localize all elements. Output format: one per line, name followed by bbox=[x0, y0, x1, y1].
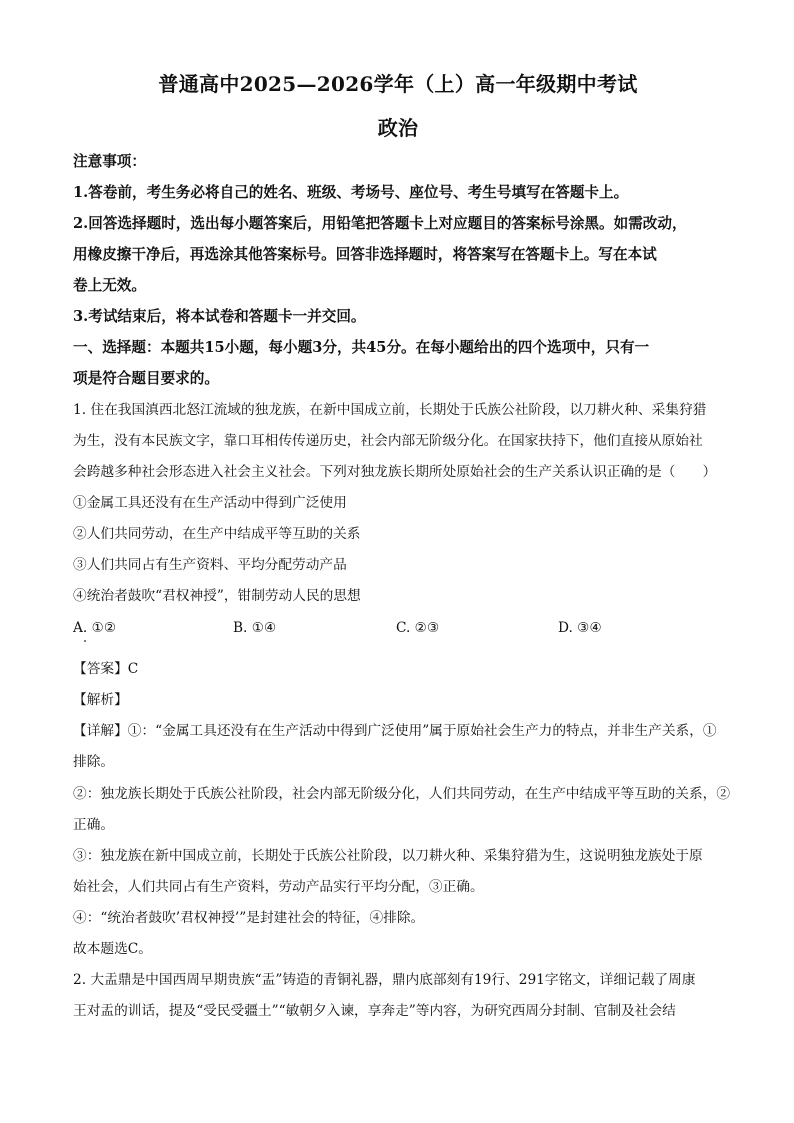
answer-label: 【答案】C bbox=[73, 661, 139, 677]
question-item: ②人们共同劳动，在生产中结成平等互助的关系 bbox=[73, 526, 361, 542]
option-c: C. ②③ bbox=[396, 620, 440, 636]
detail-line: ②：独龙族长期处于氏族公社阶段，社会内部无阶级分化，人们共同劳动，在生产中结成平等互助的关系，② bbox=[73, 786, 731, 802]
option-b: B. ①④ bbox=[233, 620, 277, 636]
detail-line: 正确。 bbox=[73, 817, 115, 833]
section-heading: 一、选择题：本题共15小题，每小题3分，共45分。在每小题给出的四个选项中，只有一 bbox=[73, 339, 650, 356]
detail-line: 排除。 bbox=[73, 754, 115, 770]
question-stem: 1. 住在我国滇西北怒江流域的独龙族，在新中国成立前，长期处于氏族公社阶段，以刀耕火种、采集狩猎 bbox=[73, 402, 707, 418]
question-stem: 王对盂的训话，提及“受民受疆土”“敏朝夕入谏，享奔走”等内容，为研究西周分封制、官制及社会结 bbox=[73, 1003, 676, 1019]
detail-line: ④：“统治者鼓吹’君权神授’”是封建社会的特征，④排除。 bbox=[73, 910, 425, 926]
detail-line: 故本题选C。 bbox=[73, 941, 152, 957]
question-stem: 2. 大盂鼎是中国西周早期贵族“盂”铸造的青铜礼器，鼎内底部刻有19行、291字铭文，详细记载了周康 bbox=[73, 972, 696, 988]
option-d: D. ③④ bbox=[558, 620, 602, 636]
notice-heading: 注意事项： bbox=[73, 153, 146, 170]
question-item: ①金属工具还没有在生产活动中得到广泛使用 bbox=[73, 495, 347, 511]
detail-line: ③：独龙族在新中国成立前，长期处于氏族公社阶段，以刀耕火种、采集狩猎为生，这说明独龙族处于原 bbox=[73, 848, 703, 864]
notice-line: 1.答卷前，考生务必将自己的姓名、班级、考场号、座位号、考生号填写在答题卡上。 bbox=[73, 184, 629, 201]
notice-line: 卷上无效。 bbox=[73, 277, 146, 294]
question-stem: 会跨越多种社会形态进入社会主义社会。下列对独龙族长期所处原始社会的生产关系认识正确的是（ ） bbox=[73, 464, 717, 480]
notice-line: 3.考试结束后，将本试卷和答题卡一并交回。 bbox=[73, 308, 366, 325]
scan-dot bbox=[84, 640, 86, 642]
analysis-label: 【解析】 bbox=[73, 692, 128, 708]
option-a: A. ①② bbox=[73, 620, 117, 636]
question-item: ③人们共同占有生产资料、平均分配劳动产品 bbox=[73, 557, 347, 573]
notice-line: 用橡皮擦干净后，再选涂其他答案标号。回答非选择题时，将答案写在答题卡上。写在本试 bbox=[73, 246, 657, 263]
section-heading: 项是符合题目要求的。 bbox=[73, 370, 219, 387]
exam-subject: 政治 bbox=[377, 116, 419, 140]
notice-line: 2.回答选择题时，选出每小题答案后，用铅笔把答题卡上对应题目的答案标号涂黑。如需改动， bbox=[73, 215, 687, 232]
detail-line: 始社会，人们共同占有生产资料，劳动产品实行平均分配，③正确。 bbox=[73, 879, 484, 895]
question-stem: 为生，没有本民族文字，靠口耳相传传递历史，社会内部无阶级分化。在国家扶持下，他们直接从原始社 bbox=[73, 433, 703, 449]
question-item: ④统治者鼓吹“君权神授”，钳制劳动人民的思想 bbox=[73, 588, 361, 604]
exam-title: 普通高中2025—2026学年（上）高一年级期中考试 bbox=[158, 72, 638, 96]
detail-line: 【详解】①：“金属工具还没有在生产活动中得到广泛使用”属于原始社会生产力的特点，并非生产关系，① bbox=[73, 723, 717, 739]
